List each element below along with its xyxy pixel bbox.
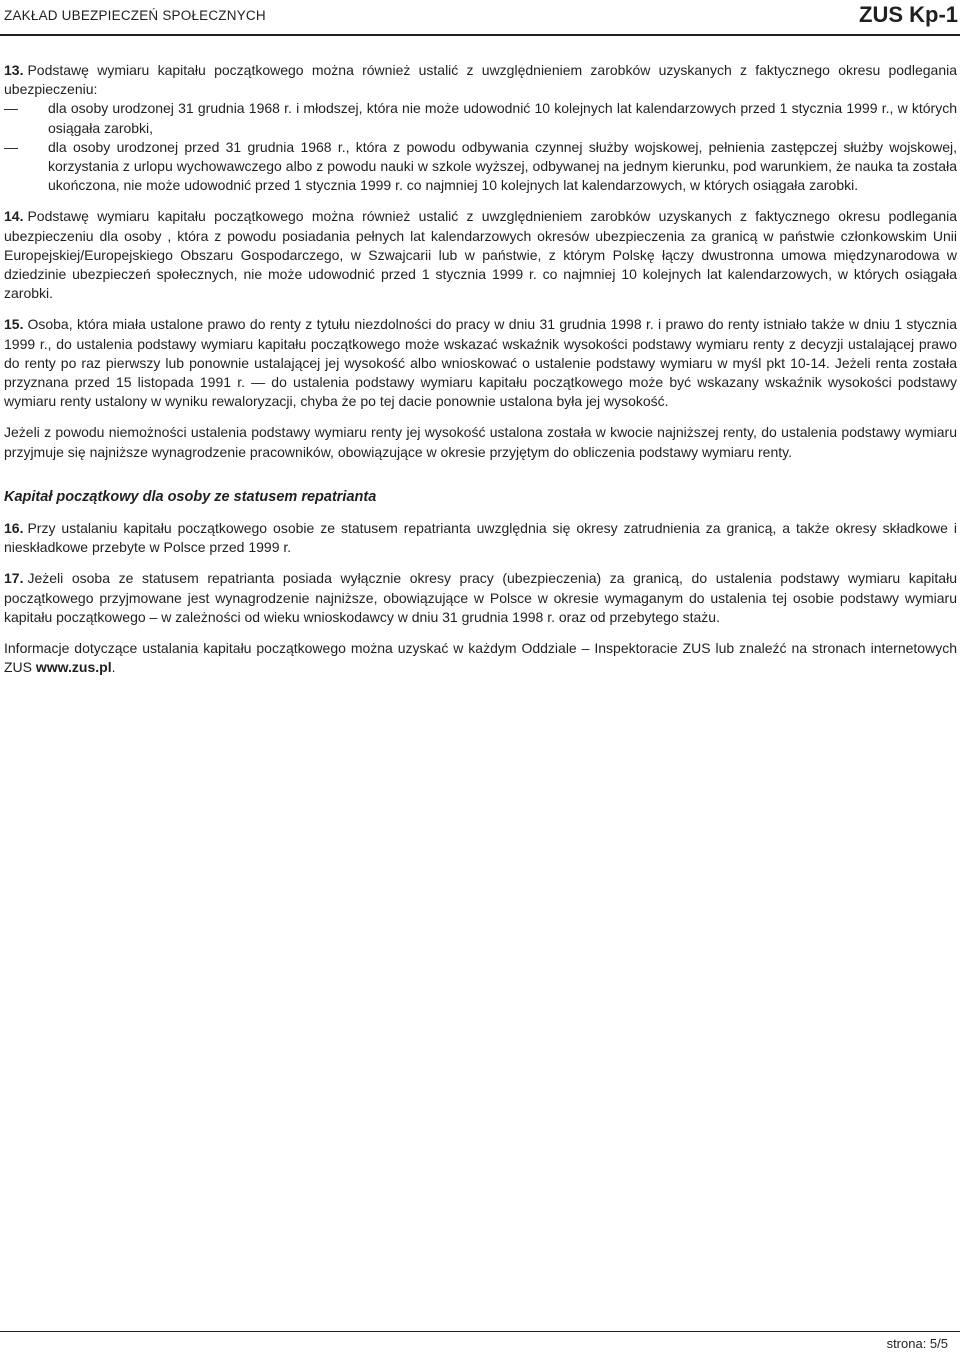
institution-name: ZAKŁAD UBEZPIECZEŃ SPOŁECZNYCH xyxy=(4,8,266,23)
dash-bullet: — xyxy=(4,138,18,155)
header-divider xyxy=(0,34,960,36)
list-item-text: dla osoby urodzonej 31 grudnia 1968 r. i młodszej, która nie może udowodnić 10 kolejnych lat kalendarzowych przed 1 stycznia 1999 r., w których osiągała zarobki, xyxy=(48,100,957,136)
info-paragraph xyxy=(4,639,957,677)
zus-website-link[interactable]: www.zus.pl xyxy=(35,659,112,676)
paragraph-number: 16. xyxy=(4,520,24,537)
paragraph-number: 14. xyxy=(4,208,24,225)
paragraph-text: Osoba, która miała ustalone prawo do renty z tytułu niezdolności do pracy w dniu 31 grudnia 1998 r. i prawo do renty istniało także w dniu 1 stycznia 1999 r., do ustalenia podstawy wymiaru kapitału początkowego może wskazać wskaźnik wysokości podstawy wymiaru renty z decyzji ustalającej prawo do renty po raz pierwszy lub ponownie ustalającej jej wysokość albo wnioskować o ustalenie podstawy wymiaru w myśl pkt 10-14. Jeżeli renta została przyznana przed 15 listopada 1991 r. — do ustalenia podstawy wymiaru kapitału początkowego może być wskazany wskaźnik wysokości podstawy wymiaru renty ustalony w wyniku rewaloryzacji, chyba że po tej dacie ponownie ustalona była jej wysokość. xyxy=(4,316,957,410)
section-heading: Kapitał początkowy dla osoby ze statusem repatrianta xyxy=(4,488,377,505)
paragraph-15-continuation xyxy=(4,423,957,461)
info-text: Informacje dotyczące ustalania kapitału początkowego można uzyskać w każdym Oddziale – Inspektoracie ZUS lub znaleźć na stronach internetowych ZUS xyxy=(4,640,957,676)
paragraph-13 xyxy=(4,61,957,99)
paragraph-text: Jeżeli z powodu niemożności ustalenia podstawy wymiaru renty jej wysokość ustalona została w kwocie najniższej renty, do ustalenia podstawy wymiaru przyjmuje się najniższe wynagrodzenie pracowników, obowiązujące w okresie przyjętym do obliczenia podstawy wymiaru renty. xyxy=(4,424,957,460)
document-body xyxy=(4,61,957,689)
paragraph-text: Przy ustalaniu kapitału początkowego osobie ze statusem repatrianta uwzględnia się okresy zatrudnienia za granicą, a także okresy składkowe i nieskładkowe przebyte w Polsce przed 1999 r. xyxy=(4,520,957,556)
page-header xyxy=(0,0,960,36)
paragraph-number: 17. xyxy=(4,570,24,587)
info-end: . xyxy=(111,659,116,676)
paragraph-number: 13. xyxy=(4,62,24,78)
list-item xyxy=(4,138,957,196)
form-code: ZUS Kp-1 xyxy=(859,2,958,27)
list-item xyxy=(4,99,957,137)
paragraph-14 xyxy=(4,207,957,303)
paragraph-lead: Podstawę wymiaru kapitału początkowego można również ustalić z uwzględnieniem zarobków uzyskanych z faktycznego okresu podlegania ubezpieczeniu: xyxy=(4,62,957,98)
page-number: strona: 5/5 xyxy=(886,1336,948,1351)
paragraph-number: 15. xyxy=(4,316,24,333)
list-item-text: dla osoby urodzonej przed 31 grudnia 1968 r., która z powodu odbywania czynnej służby wojskowej, pełnienia zastępczej służby wojskowej, korzystania z urlopu wychowawczego albo z powodu nauki w szkole wyższej, odbywanej na jednym kierunku, pod warunkiem, że nauka ta została ukończona, nie może udowodnić przed 1 stycznia 1999 r. co najmniej 10 kolejnych lat kalendarzowych, w których osiągała zarobki. xyxy=(48,138,957,194)
paragraph-text: Podstawę wymiaru kapitału początkowego można również ustalić z uwzględnieniem zarobków uzyskanych z faktycznego okresu podlegania ubezpieczeniu dla osoby , która z powodu posiadania pełnych lat kalendarzowych okresów ubezpieczenia za granicą w państwie członkowskim Unii Europejskiej/Europejskiego Obszaru Gospodarczego, w Szwajcarii lub w państwie, z którym Polskę łączy dwustronna umowa międzynarodowa w dziedzinie ubezpieczeń społecznych, nie może udowodnić przed 1 stycznia 1999 r. co najmniej 10 kolejnych lat kalendarzowych, w których osiągała zarobki. xyxy=(4,208,957,302)
paragraph-15 xyxy=(4,315,957,411)
footer-divider xyxy=(0,1331,960,1332)
paragraph-17 xyxy=(4,569,957,627)
dash-bullet: — xyxy=(4,100,18,117)
paragraph-text: Jeżeli osoba ze statusem repatrianta posiada wyłącznie okresy pracy (ubezpieczenia) za granicą, do ustalenia podstawy wymiaru kapitału początkowego przyjmowane jest wynagrodzenie najniższe, obowiązujące w Polsce w okresie wymaganym do ustalenia tej osobie podstawy wymiaru kapitału początkowego – w zależności od wieku wnioskodawcy w dniu 31 grudnia 1998 r. oraz od przebytego stażu. xyxy=(4,570,957,625)
paragraph-16 xyxy=(4,519,957,557)
